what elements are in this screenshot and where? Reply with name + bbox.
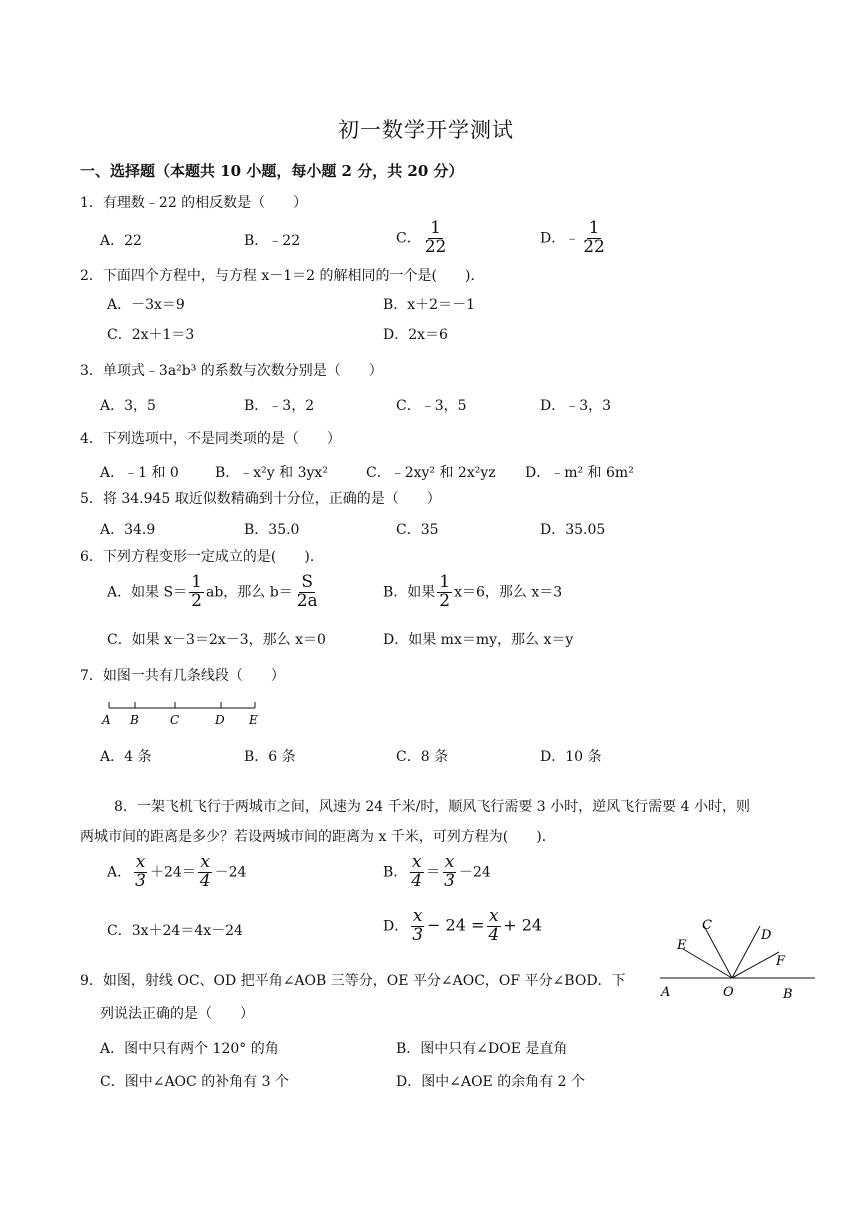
q7-label-c: C xyxy=(170,713,180,727)
q8-b-frac2-num: x xyxy=(444,852,455,872)
q8-option-b xyxy=(383,854,491,891)
q6-b-frac-den: 2 xyxy=(439,590,451,611)
q8-d-frac2-den: 4 xyxy=(488,924,500,945)
q3-stem: 3．单项式﹣3a²b³ 的系数与次数分别是（ ） xyxy=(80,363,383,379)
q1-d-den: 22 xyxy=(583,236,605,257)
q1-stem: 1．有理数﹣22 的相反数是（ ） xyxy=(80,195,308,211)
q7-option-a: A．4 条 xyxy=(100,749,152,765)
q1-c-num: 1 xyxy=(430,218,441,238)
q8-a-frac2-den: 4 xyxy=(199,870,211,891)
q5-option-c: C．35 xyxy=(396,522,439,538)
q9-option-a: A．图中只有两个 120° 的角 xyxy=(100,1041,279,1057)
q1-option-d xyxy=(540,220,609,257)
q4-option-c: C．﹣2xy² 和 2x²yz xyxy=(366,465,496,481)
q6-b-post: x＝6，那么 x＝3 xyxy=(454,584,563,601)
section-heading: 一、选择题（本题共 10 小题，每小题 2 分，共 20 分） xyxy=(80,162,464,180)
q6-b-pre: B．如果 xyxy=(383,584,436,601)
q9-option-c: C．图中∠AOC 的补角有 3 个 xyxy=(100,1074,289,1090)
q9-option-d: D．图中∠AOE 的余角有 2 个 xyxy=(396,1074,586,1090)
q7-label-a: A xyxy=(102,713,111,727)
page-title: 初一数学开学测试 xyxy=(338,118,514,142)
q9-label-b: B xyxy=(783,987,793,1002)
q2-stem: 2．下面四个方程中，与方程 x－1＝2 的解相同的一个是( )． xyxy=(80,268,485,284)
q8-a-frac1-den: 3 xyxy=(135,870,146,891)
q4-option-b: B．﹣x²y 和 3yx² xyxy=(215,465,328,481)
q6-a-frac2-num: S xyxy=(301,572,314,592)
q6-option-d: D．如果 mx＝my，那么 x＝y xyxy=(383,632,574,648)
q8-a-mid: ＋24＝ xyxy=(149,864,196,881)
q5-option-b: B．35.0 xyxy=(244,522,300,538)
q4-option-a: A．﹣1 和 0 xyxy=(100,465,179,481)
q8-b-frac2-den: 3 xyxy=(444,870,455,891)
q6-option-a xyxy=(107,574,322,611)
q7-label-e: E xyxy=(249,713,258,727)
q8-b-frac1-den: 4 xyxy=(411,870,423,891)
q8-b-post: －24 xyxy=(458,864,491,881)
q9-angle-figure xyxy=(655,912,820,1004)
q9-label-a: A xyxy=(661,985,671,1000)
q6-option-b xyxy=(383,574,562,611)
q7-option-b: B．6 条 xyxy=(244,749,296,765)
q1-d-prefix: D．﹣ xyxy=(540,230,580,247)
q9-stem-line1: 9．如图，射线 OC、OD 把平角∠AOB 三等分，OE 平分∠AOC，OF 平分∠BOD．下 xyxy=(80,973,626,989)
q9-label-o: O xyxy=(723,985,734,1000)
q6-b-frac-num: 1 xyxy=(439,572,451,592)
q8-d-post: + 24 xyxy=(503,915,543,935)
q5-option-a: A．34.9 xyxy=(100,522,156,538)
q5-option-d: D．35.05 xyxy=(540,522,606,538)
q3-option-a: A．3，5 xyxy=(100,398,156,414)
q8-stem-line2: 两城市间的距离是多少？若设两城市间的距离为 x 千米，可列方程为( )． xyxy=(80,829,556,845)
q8-d-frac1-den: 3 xyxy=(412,924,424,945)
q8-a-frac1-num: x xyxy=(135,852,146,872)
q7-label-b: B xyxy=(130,713,139,727)
q2-option-b: B．x＋2＝－1 xyxy=(383,297,475,313)
q8-b-frac1-num: x xyxy=(411,852,422,872)
q6-stem: 6．下列方程变形一定成立的是( )． xyxy=(80,549,324,565)
q8-option-c: C．3x＋24＝4x－24 xyxy=(107,923,243,939)
q8-d-pre: D． xyxy=(383,918,409,935)
q3-option-b: B．﹣3，2 xyxy=(244,398,315,414)
q1-c-den: 22 xyxy=(424,236,447,257)
q8-d-frac1-num: x xyxy=(412,906,423,926)
q3-option-d: D．﹣3，3 xyxy=(540,398,612,414)
q8-d-frac2-num: x xyxy=(489,906,499,926)
q1-d-num: 1 xyxy=(588,218,600,238)
q1-c-prefix: C． xyxy=(396,230,421,247)
q8-a-frac2-num: x xyxy=(200,852,210,872)
q1-option-a: A．22 xyxy=(100,233,142,249)
q6-option-c: C．如果 x－3＝2x－3，那么 x＝0 xyxy=(107,632,326,648)
q7-option-d: D．10 条 xyxy=(540,749,602,765)
q8-stem-line1: 8．一架飞机飞行于两城市之间，风速为 24 千米/时，顺风飞行需要 3 小时，逆风飞行需要 4 小时，则 xyxy=(114,799,750,815)
q5-stem: 5．将 34.945 取近似数精确到十分位，正确的是（ ） xyxy=(80,491,441,507)
q8-option-d xyxy=(383,908,542,945)
q8-d-mid: − 24 = xyxy=(427,915,485,935)
q4-stem: 4．下列选项中，不是同类项的是（ ） xyxy=(80,431,341,447)
q9-stem-line2: 列说法正确的是（ ） xyxy=(100,1006,254,1022)
q8-a-pre: A． xyxy=(107,864,132,881)
q6-a-frac1-num: 1 xyxy=(191,572,202,592)
q7-segment-figure xyxy=(95,696,275,730)
q2-option-a: A．－3x＝9 xyxy=(107,297,185,313)
q6-a-mid: ab，那么 b＝ xyxy=(205,584,293,601)
q6-a-frac1-den: 2 xyxy=(191,590,202,611)
q4-option-d: D．﹣m² 和 6m² xyxy=(525,465,634,481)
q8-option-a xyxy=(107,854,246,891)
q8-b-mid: ＝ xyxy=(426,864,441,881)
q7-option-c: C．8 条 xyxy=(396,749,449,765)
q9-label-f: F xyxy=(776,954,786,969)
q9-label-e: E xyxy=(677,938,687,953)
q8-b-pre: B． xyxy=(383,864,408,881)
q1-option-b: B．﹣22 xyxy=(244,233,301,249)
q6-a-pre: A．如果 S＝ xyxy=(107,584,188,601)
q8-a-post: －24 xyxy=(214,864,247,881)
q6-a-frac2-den: 2a xyxy=(296,590,318,611)
q7-label-d: D xyxy=(215,713,225,727)
q9-label-c: C xyxy=(702,918,712,933)
q1-option-c xyxy=(396,220,450,257)
q9-label-d: D xyxy=(761,928,772,943)
q3-option-c: C．﹣3，5 xyxy=(396,398,467,414)
q2-option-d: D．2x＝6 xyxy=(383,327,448,343)
q2-option-c: C．2x＋1＝3 xyxy=(107,327,195,343)
q9-option-b: B．图中只有∠DOE 是直角 xyxy=(396,1041,568,1057)
q7-stem: 7．如图一共有几条线段（ ） xyxy=(80,668,285,684)
